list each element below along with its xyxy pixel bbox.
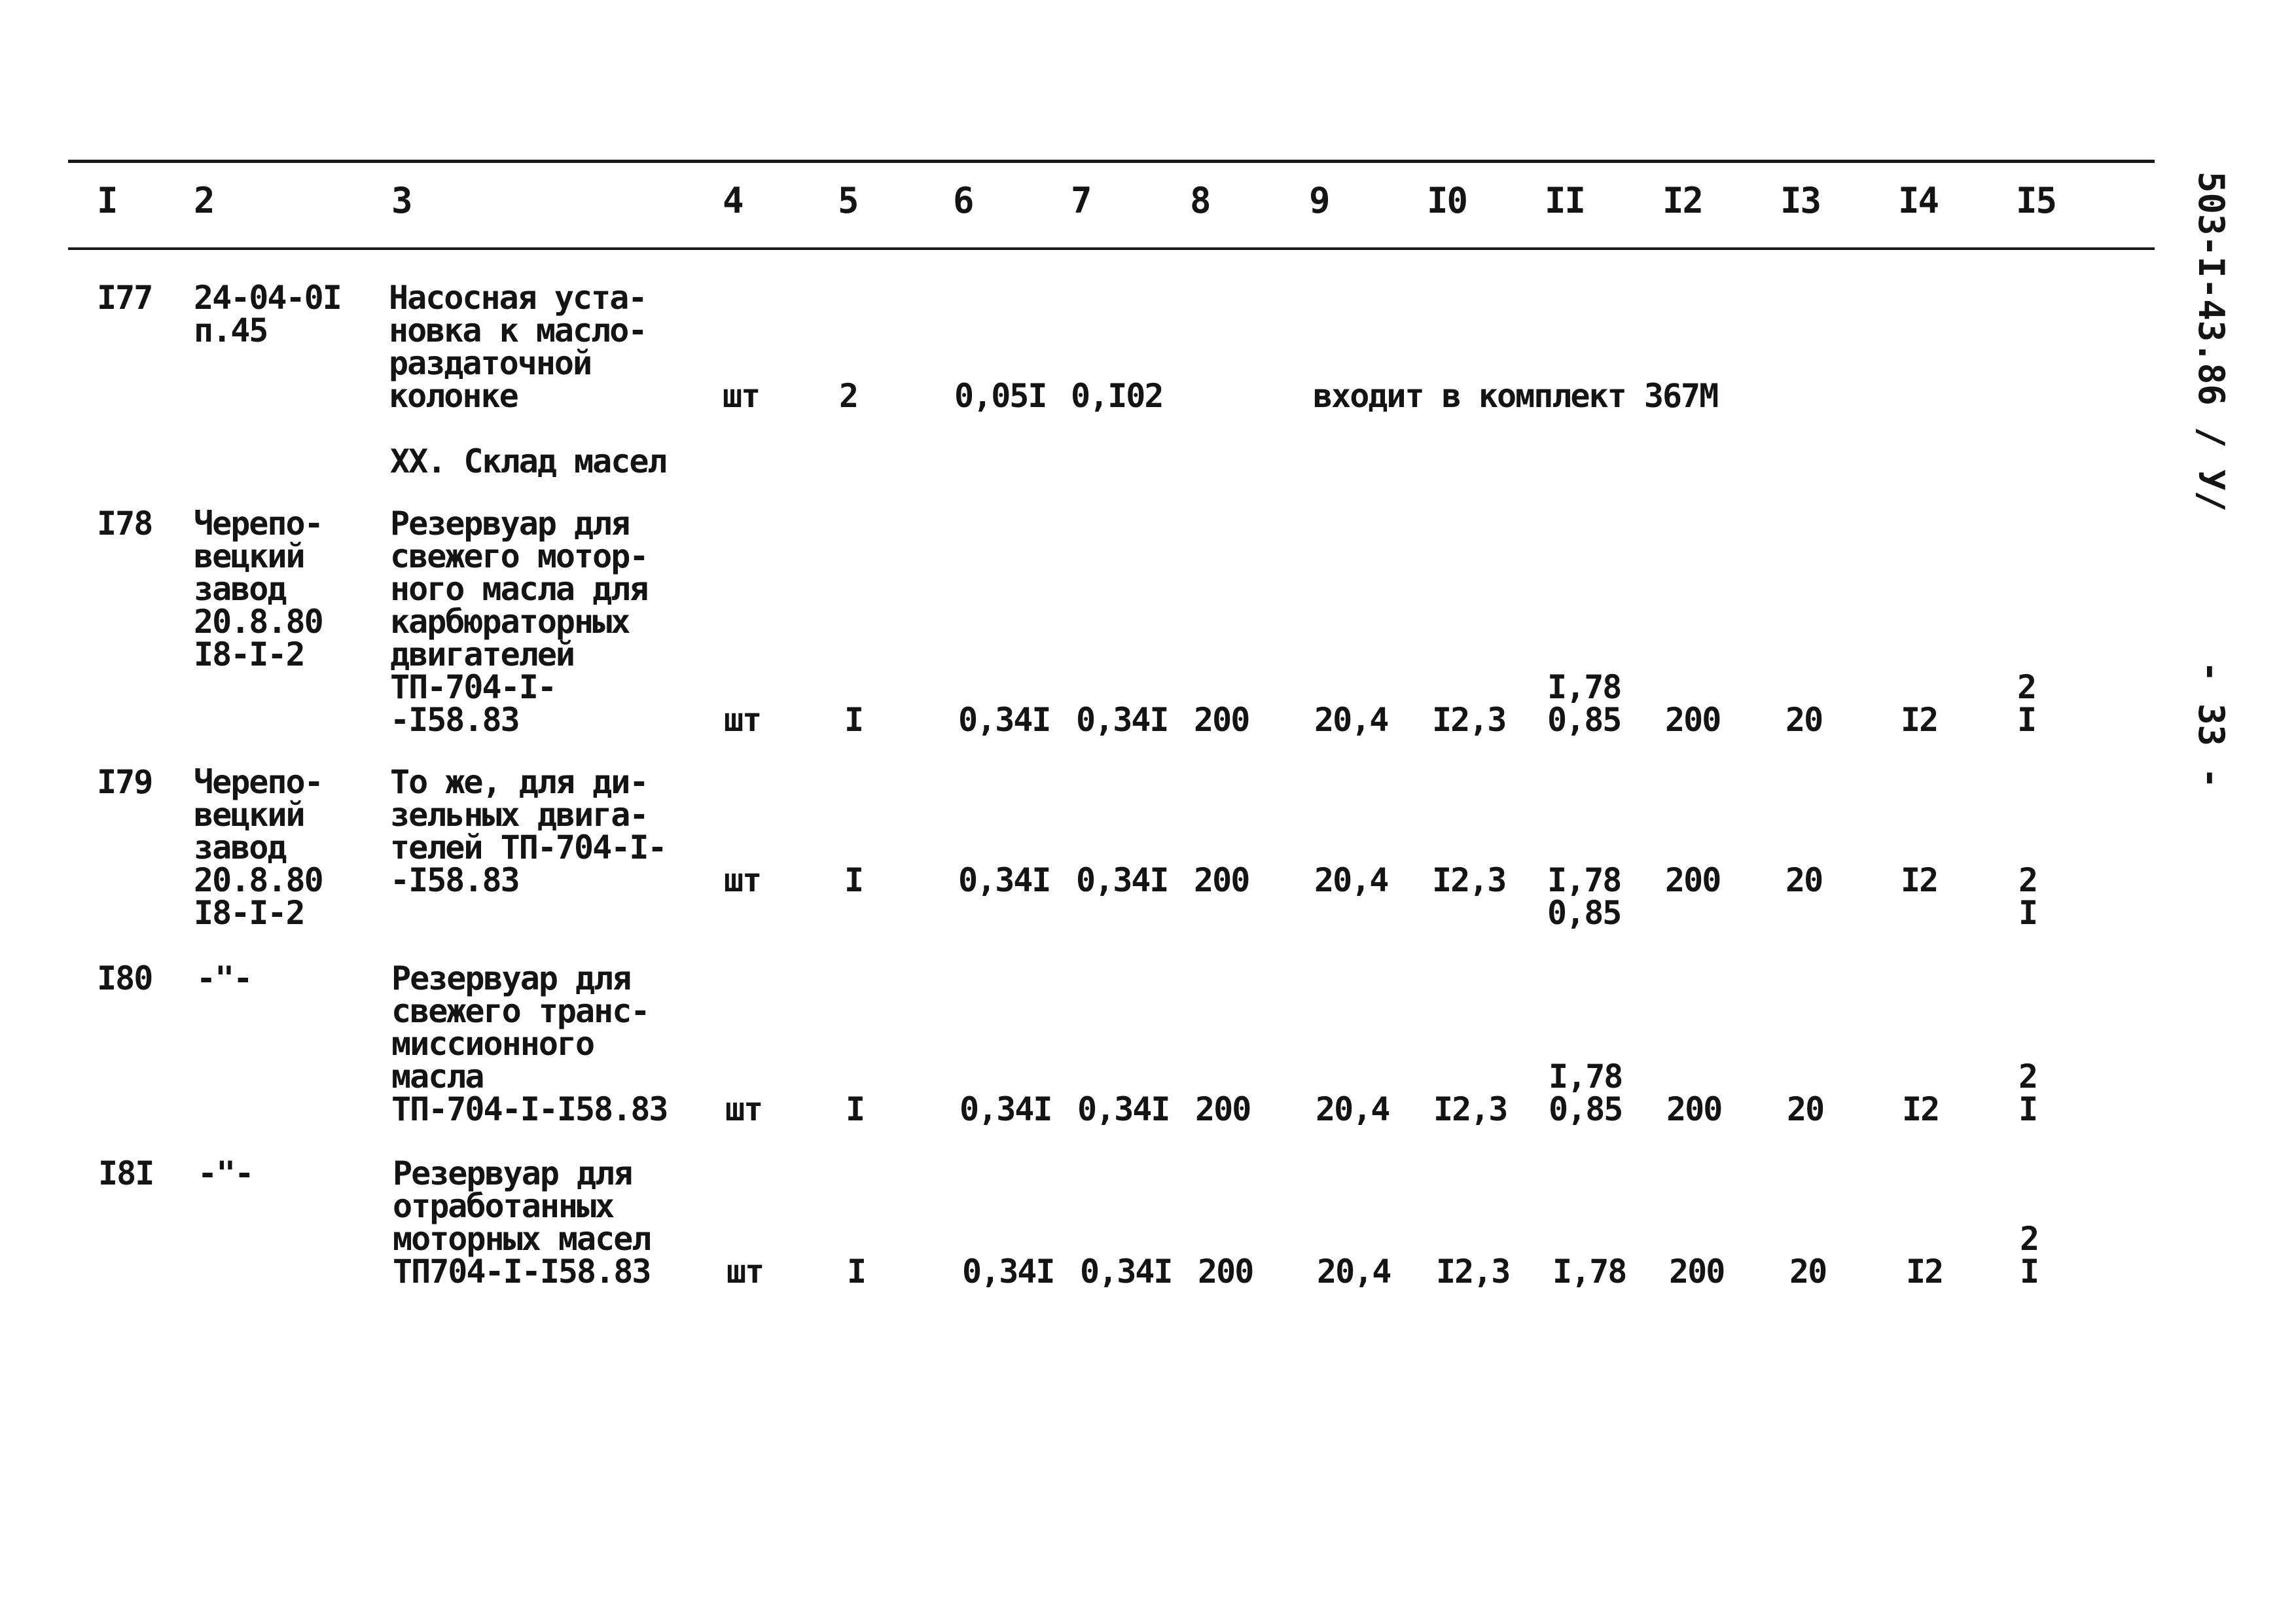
row-179-col14: I2	[1901, 861, 1938, 899]
row-181-source: -"-	[198, 1154, 253, 1192]
row-181-qty: I	[847, 1253, 866, 1291]
row-178-source: Черепо- вецкий завод 20.8.80 I8-I-2	[194, 505, 323, 673]
row-180-col11: I,78 0,85	[1549, 1058, 1623, 1128]
row-178-col8: 200	[1194, 701, 1249, 739]
row-177-qty: 2	[839, 377, 858, 415]
row-178-col9: 20,4	[1314, 701, 1388, 739]
row-181-col7: 0,34I	[1080, 1253, 1172, 1291]
row-178-col15: 2 I	[2017, 668, 2036, 739]
row-180-col13: 20	[1787, 1090, 1824, 1128]
row-181-col13: 20	[1789, 1253, 1827, 1291]
row-180-name: Резервуар для свежего транс- миссионного масла ТП-704-I-I58.83	[391, 959, 668, 1128]
row-179-qty: I	[844, 861, 863, 899]
row-179-col9: 20,4	[1314, 861, 1388, 899]
row-178-qty: I	[844, 701, 863, 739]
document-code: 503-I-43.86 / У/	[2191, 171, 2232, 512]
row-179-col11: I,78 0,85	[1547, 861, 1621, 932]
col-header-11: II	[1545, 180, 1585, 221]
row-179-col13: 20	[1785, 861, 1823, 899]
col-header-14: I4	[1898, 180, 1939, 221]
col-header-5: 5	[838, 180, 858, 221]
row-181-col12: 200	[1669, 1253, 1725, 1291]
row-180-col12: 200	[1666, 1090, 1722, 1128]
row-181-name: Резервуар для отработанных моторных масел ТП704-I-I58.83	[393, 1154, 651, 1291]
row-180-col15: 2 I	[2018, 1058, 2037, 1128]
row-177-num: I77	[97, 279, 152, 317]
row-178-col7: 0,34I	[1076, 701, 1168, 739]
col-header-4: 4	[723, 180, 743, 221]
row-180-col6: 0,34I	[960, 1090, 1052, 1128]
row-181-col15: 2 I	[2020, 1220, 2039, 1291]
row-178-col13: 20	[1785, 701, 1823, 739]
row-177-col6: 0,05I	[954, 377, 1047, 415]
row-179-col8: 200	[1194, 861, 1249, 899]
row-180-num: I80	[97, 959, 152, 997]
row-179-name: То же, для ди- зельных двига- телей ТП-704-I- -I58.83	[390, 763, 666, 899]
col-header-9: 9	[1309, 180, 1329, 221]
row-179-source: Черепо- вецкий завод 20.8.80 I8-I-2	[194, 763, 323, 932]
row-179-num: I79	[97, 763, 152, 801]
row-181-col8: 200	[1198, 1253, 1253, 1291]
row-181-num: I8I	[98, 1154, 154, 1192]
col-header-12: I2	[1662, 180, 1703, 221]
row-178-name: Резервуар для свежего мотор- ного масла для карбюраторных двигателей ТП-704-I- -I58.83	[390, 505, 648, 739]
row-181-col9: 20,4	[1317, 1253, 1391, 1291]
row-179-col15: 2 I	[2018, 861, 2037, 932]
row-178-col6: 0,34I	[958, 701, 1050, 739]
table-header-rule	[68, 247, 2155, 250]
section-heading: XX. Склад масел	[390, 442, 666, 480]
row-177-note: входит в комплект 367М	[1313, 377, 1718, 415]
row-180-unit: шт	[725, 1090, 762, 1128]
row-178-col10: I2,3	[1432, 701, 1506, 739]
row-177-unit: шт	[723, 377, 760, 415]
row-180-col9: 20,4	[1316, 1090, 1390, 1128]
table-top-rule	[68, 160, 2155, 163]
col-header-8: 8	[1190, 180, 1210, 221]
row-177-source: 24-04-0I п.45	[194, 279, 341, 349]
row-178-num: I78	[97, 505, 152, 543]
row-180-col14: I2	[1902, 1090, 1939, 1128]
row-177-col7: 0,I02	[1071, 377, 1163, 415]
row-181-col14: I2	[1906, 1253, 1943, 1291]
row-180-col8: 200	[1195, 1090, 1251, 1128]
col-header-13: I3	[1780, 180, 1821, 221]
col-header-15: I5	[2016, 180, 2056, 221]
row-181-unit: шт	[726, 1253, 764, 1291]
page-number: - 33 -	[2191, 661, 2232, 789]
col-header-7: 7	[1071, 180, 1091, 221]
row-178-col14: I2	[1901, 701, 1938, 739]
row-178-col12: 200	[1665, 701, 1721, 739]
row-178-unit: шт	[724, 701, 761, 739]
row-179-col6: 0,34I	[958, 861, 1050, 899]
row-179-col12: 200	[1665, 861, 1721, 899]
row-178-col11: I,78 0,85	[1547, 668, 1621, 739]
row-179-unit: шт	[724, 861, 761, 899]
col-header-2: 2	[194, 180, 214, 221]
col-header-6: 6	[953, 180, 973, 221]
row-180-col10: I2,3	[1433, 1090, 1507, 1128]
row-181-col6: 0,34I	[962, 1253, 1054, 1291]
row-180-source: -"-	[196, 959, 252, 997]
row-177-name: Насосная уста- новка к масло- раздаточной колонке	[389, 279, 647, 415]
col-header-3: 3	[391, 180, 412, 221]
row-181-col10: I2,3	[1436, 1253, 1510, 1291]
row-180-qty: I	[846, 1090, 865, 1128]
row-179-col7: 0,34I	[1076, 861, 1168, 899]
col-header-1: I	[97, 180, 117, 221]
row-180-col7: 0,34I	[1077, 1090, 1170, 1128]
row-179-col10: I2,3	[1432, 861, 1506, 899]
row-181-col11: I,78	[1552, 1253, 1626, 1291]
col-header-10: I0	[1427, 180, 1467, 221]
